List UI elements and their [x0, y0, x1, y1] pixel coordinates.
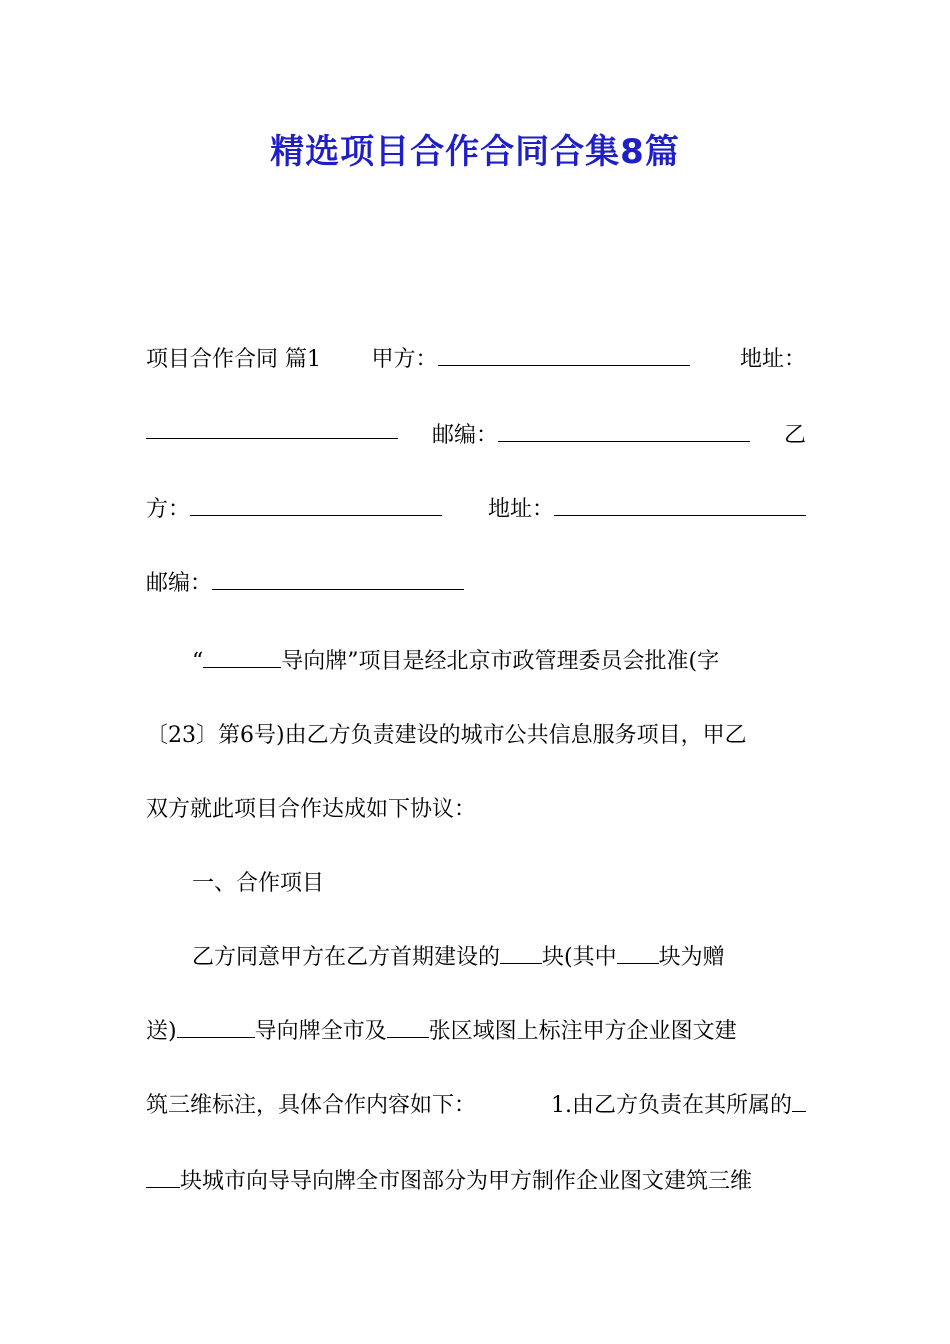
paragraph2-line2 — [146, 1012, 806, 1052]
owned-count-blank-end — [146, 1165, 180, 1188]
paragraph2-line1-a: 乙方同意甲方在乙方首期建设的 — [192, 945, 501, 970]
paragraph1-line2: 〔23〕第6号)由乙方负责建设的城市公共信息服务项目，甲乙 — [146, 723, 747, 748]
paragraph2-line1-b: 块(其中 — [542, 945, 617, 970]
map-count-blank — [387, 1015, 429, 1038]
paragraph1-line3: 双方就此项目合作达成如下协议： — [146, 797, 477, 822]
party-a-label: 甲方： — [371, 347, 438, 372]
paragraph2-line1 — [146, 938, 806, 978]
postcode-field-1 — [432, 416, 750, 456]
header-line-2 — [146, 416, 806, 456]
paragraph1-line1-text: 导向牌”项目是经北京市政管理委员会批准(字 — [281, 649, 720, 674]
document-title: 精选项目合作合同合集8篇 — [270, 132, 680, 172]
postcode-label-1: 邮编： — [431, 423, 498, 448]
party-b-label-tail: 方： — [146, 497, 191, 522]
party-a-field — [371, 340, 689, 380]
project-name-blank — [203, 645, 281, 668]
paragraph2-line3-a: 筑三维标注，具体合作内容如下： — [146, 1093, 477, 1118]
paragraph1-open-quote: “ — [192, 649, 204, 674]
address-blank-2 — [554, 493, 806, 516]
paragraph2-line3-tail — [551, 1086, 806, 1126]
party-b-field — [146, 490, 442, 530]
section1-heading: 一、合作项目 — [192, 871, 325, 896]
paragraph2-line2-c: 张区域图上标注甲方企业图文建 — [428, 1019, 737, 1044]
paragraph2-line1-c: 块为赠 — [658, 945, 725, 970]
paragraph2-line3-b: 1.由乙方负责在其所属的 — [551, 1093, 792, 1118]
header-line-4 — [146, 564, 806, 604]
header-line-1 — [146, 340, 806, 380]
address-field-2 — [488, 490, 806, 530]
paragraph1-line1 — [146, 642, 806, 682]
postcode-blank-1 — [498, 419, 750, 442]
address-label-1: 地址： — [739, 347, 806, 372]
gift-count-blank — [617, 941, 659, 964]
paragraph2-line4 — [146, 1162, 806, 1202]
paragraph2-line3 — [146, 1086, 806, 1126]
owned-count-blank-start — [792, 1089, 806, 1112]
address-blank-1 — [146, 416, 398, 439]
paragraph2-line4-text: 块城市向导导向牌全市图部分为甲方制作企业图文建筑三维 — [180, 1169, 753, 1194]
party-b-label-head: 乙 — [783, 423, 806, 448]
block-count-blank — [500, 941, 542, 964]
party-b-blank — [190, 493, 442, 516]
paragraph2-line2-a: 送) — [146, 1019, 177, 1044]
party-a-blank — [438, 343, 690, 366]
header-line-3 — [146, 490, 806, 530]
sign-name-blank — [177, 1015, 255, 1038]
postcode-blank-2 — [212, 567, 464, 590]
postcode-label-2: 邮编： — [146, 571, 213, 596]
paragraph2-line2-b: 导向牌全市及 — [254, 1019, 387, 1044]
contract-label: 项目合作合同 篇1 — [146, 347, 321, 372]
address-label-2: 地址： — [487, 497, 554, 522]
